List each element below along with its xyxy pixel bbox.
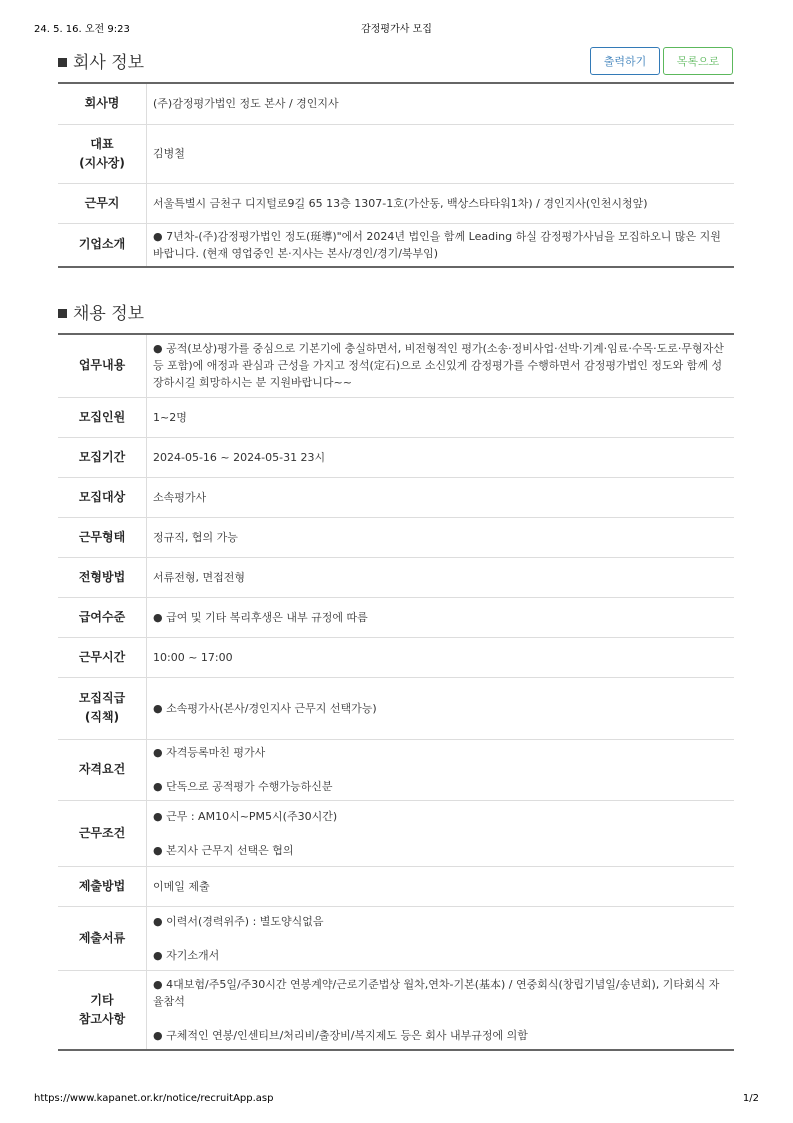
bullet-list bbox=[153, 700, 728, 717]
row-value bbox=[147, 597, 735, 637]
row-label: 모집인원 bbox=[58, 397, 147, 437]
row-label: 근무형태 bbox=[58, 517, 147, 557]
row-value bbox=[147, 677, 735, 739]
info-row bbox=[58, 437, 734, 477]
bullet-item: ● 이력서(경력위주) : 별도양식없음 bbox=[153, 913, 728, 930]
bullet-list bbox=[153, 808, 728, 859]
recruit-section-title: 채용 정보 bbox=[58, 299, 144, 324]
info-row bbox=[58, 334, 734, 397]
company-info-table bbox=[58, 82, 734, 268]
recruit-info-table bbox=[58, 333, 734, 1051]
info-row bbox=[58, 866, 734, 906]
info-row bbox=[58, 970, 734, 1050]
company-section-title: 회사 정보 bbox=[58, 48, 144, 73]
row-value bbox=[147, 906, 735, 970]
info-row bbox=[58, 739, 734, 800]
row-label: 제출방법 bbox=[58, 866, 147, 906]
bullet-list bbox=[153, 228, 728, 262]
row-value bbox=[147, 739, 735, 800]
row-value bbox=[147, 223, 735, 267]
row-label: 업무내용 bbox=[58, 334, 147, 397]
info-row bbox=[58, 597, 734, 637]
row-value: 서류전형, 면접전형 bbox=[147, 557, 735, 597]
row-label: 대표 (지사장) bbox=[58, 124, 147, 183]
info-row bbox=[58, 223, 734, 267]
info-row bbox=[58, 517, 734, 557]
info-row bbox=[58, 397, 734, 437]
row-value: 2024-05-16 ~ 2024-05-31 23시 bbox=[147, 437, 735, 477]
row-value bbox=[147, 970, 735, 1050]
bullet-item: ● 자기소개서 bbox=[153, 947, 728, 964]
info-row bbox=[58, 477, 734, 517]
bullet-item: ● 소속평가사(본사/경인지사 근무지 선택가능) bbox=[153, 700, 728, 717]
page-url: https://www.kapanet.or.kr/notice/recruitApp.asp bbox=[34, 1093, 274, 1104]
row-label: 모집직급 (직책) bbox=[58, 677, 147, 739]
bullet-item: ● 본지사 근무지 선택은 협의 bbox=[153, 842, 728, 859]
info-row bbox=[58, 183, 734, 223]
bullet-item: ● 구체적인 연봉/인센티브/처리비/출장비/복지제도 등은 회사 내부규정에 의함 bbox=[153, 1027, 728, 1044]
bullet-item: ● 자격등록마친 평가사 bbox=[153, 744, 728, 761]
square-bullet-icon bbox=[58, 58, 67, 67]
info-row bbox=[58, 557, 734, 597]
info-row bbox=[58, 677, 734, 739]
bullet-item: ● 4대보험/주5일/주30시간 연봉계약/근로기준법상 월차,연차-기본(基本) / 연중회식(창립기념일/송년회), 기타회식 자율참석 bbox=[153, 976, 728, 1010]
square-bullet-icon bbox=[58, 309, 67, 318]
info-row bbox=[58, 637, 734, 677]
print-datetime: 24. 5. 16. 오전 9:23 bbox=[34, 24, 130, 35]
row-label: 기업소개 bbox=[58, 223, 147, 267]
row-label: 모집기간 bbox=[58, 437, 147, 477]
info-row bbox=[58, 906, 734, 970]
list-button[interactable]: 목록으로 bbox=[663, 47, 733, 75]
row-label: 근무지 bbox=[58, 183, 147, 223]
row-value: 이메일 제출 bbox=[147, 866, 735, 906]
bullet-item: ● 7년차-(주)감정평가법인 정도(珽導)"에서 2024년 법인을 함께 Leading 하실 감정평가사님을 모집하오니 많은 지원 바랍니다. (현재 영업중인 본·지사는 본사/경인/경기/북부임) bbox=[153, 228, 728, 262]
row-label: 근무시간 bbox=[58, 637, 147, 677]
bullet-list bbox=[153, 744, 728, 795]
row-label: 근무조건 bbox=[58, 800, 147, 866]
row-value: 소속평가사 bbox=[147, 477, 735, 517]
bullet-item: ● 근무 : AM10시~PM5시(주30시간) bbox=[153, 808, 728, 825]
print-button[interactable]: 출력하기 bbox=[590, 47, 660, 75]
row-label: 전형방법 bbox=[58, 557, 147, 597]
info-row bbox=[58, 124, 734, 183]
row-value: 1~2명 bbox=[147, 397, 735, 437]
row-label: 제출서류 bbox=[58, 906, 147, 970]
page-number: 1/2 bbox=[742, 1093, 759, 1104]
bullet-item: ● 급여 및 기타 복리후생은 내부 규정에 따름 bbox=[153, 609, 728, 626]
bullet-list bbox=[153, 976, 728, 1044]
info-row bbox=[58, 83, 734, 124]
row-label: 급여수준 bbox=[58, 597, 147, 637]
bullet-list bbox=[153, 609, 728, 626]
row-label: 회사명 bbox=[58, 83, 147, 124]
row-value bbox=[147, 800, 735, 866]
row-value: 김병철 bbox=[147, 124, 735, 183]
row-value: (주)감정평가법인 정도 본사 / 경인지사 bbox=[147, 83, 735, 124]
bullet-list bbox=[153, 913, 728, 964]
print-title: 감정평가사 모집 bbox=[361, 24, 432, 35]
bullet-item: ● 공적(보상)평가를 중심으로 기본기에 충실하면서, 비전형적인 평가(소송·정비사업·선박·기계·임료·수목·도로·무형자산 등 포함)에 애정과 관심과 근성을 가지고 정석(定石)으로 소신있게 감정평가를 수행하면서 감정평가법인 정도와 함께 성장하시길 희망하시는 분 지원바랍니다~~ bbox=[153, 340, 728, 391]
bullet-item: ● 단독으로 공적평가 수행가능하신분 bbox=[153, 778, 728, 795]
info-row bbox=[58, 800, 734, 866]
row-label: 모집대상 bbox=[58, 477, 147, 517]
row-label: 자격요건 bbox=[58, 739, 147, 800]
row-value: 서울특별시 금천구 디지털로9길 65 13층 1307-1호(가산동, 백상스타타워1차) / 경인지사(인천시청앞) bbox=[147, 183, 735, 223]
row-value: 정규직, 협의 가능 bbox=[147, 517, 735, 557]
row-value bbox=[147, 334, 735, 397]
row-label: 기타 참고사항 bbox=[58, 970, 147, 1050]
row-value: 10:00 ~ 17:00 bbox=[147, 637, 735, 677]
bullet-list bbox=[153, 340, 728, 391]
